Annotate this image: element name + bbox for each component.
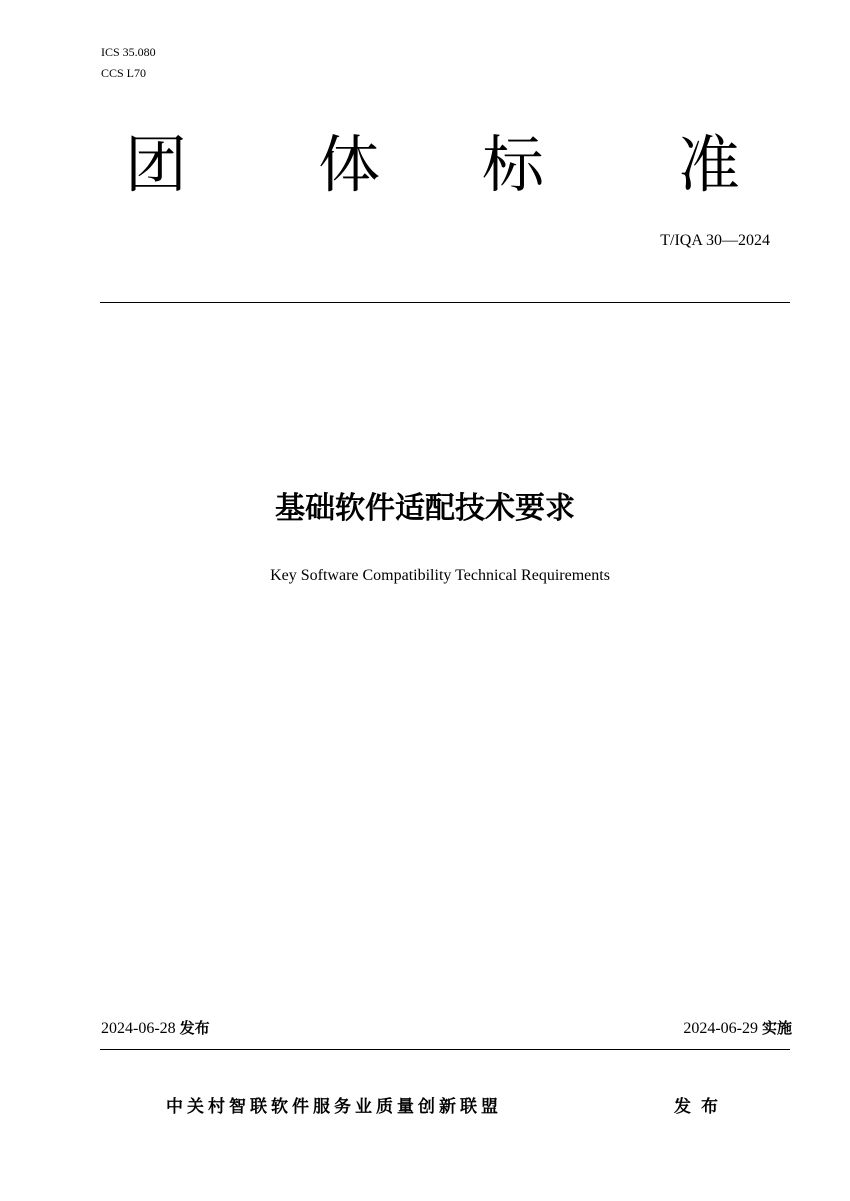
- issuing-organization: 中关村智联软件服务业质量创新联盟: [166, 1097, 502, 1117]
- publish-date: 2024-06-28: [101, 1020, 176, 1037]
- header-char-ti: 体: [318, 128, 381, 201]
- header-char-biao: 标: [482, 128, 545, 201]
- issue-label: 发布: [674, 1097, 728, 1117]
- ccs-code: CCS L70: [101, 66, 147, 80]
- document-title-english: Key Software Compatibility Technical Requirements: [270, 567, 610, 584]
- header-char-zhun: 准: [678, 128, 741, 201]
- header-char-tuan: 团: [125, 128, 188, 201]
- publish-label: 发布: [179, 1019, 210, 1037]
- standard-number: T/IQA 30—2024: [660, 232, 770, 249]
- effective-date-row: [683, 1017, 792, 1040]
- effective-label: 实施: [761, 1019, 792, 1037]
- effective-date: 2024-06-29: [683, 1020, 758, 1037]
- header-divider: [100, 302, 790, 303]
- ics-code: ICS 35.080: [101, 45, 156, 59]
- document-title-chinese: 基础软件适配技术要求: [275, 491, 575, 526]
- footer-divider: [100, 1049, 790, 1050]
- publish-date-row: [101, 1017, 210, 1040]
